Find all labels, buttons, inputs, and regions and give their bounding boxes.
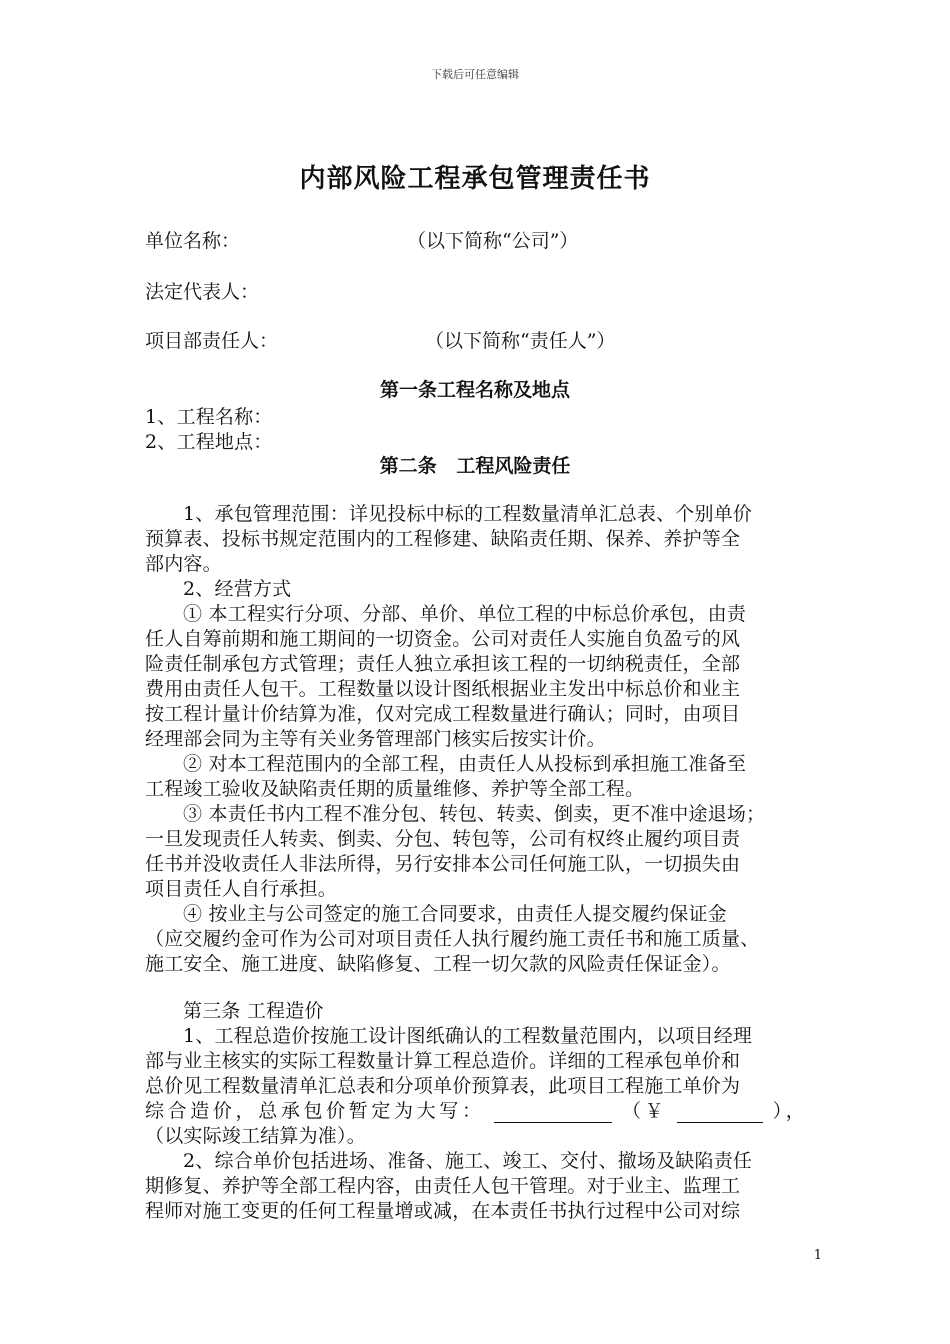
project-location-item: 2、工程地点：	[145, 431, 273, 453]
article2-heading: 第二条 工程风险责任	[379, 455, 571, 477]
article3-line: 1、工程总造价按施工设计图纸确认的工程数量范围内，以项目经理	[183, 1025, 753, 1047]
article3-line: 总价见工程数量清单汇总表和分项单价预算表，此项目工程施工单价为	[145, 1075, 741, 1097]
article2-line: 部内容。	[145, 553, 222, 575]
article2-line: 险责任制承包方式管理；责任人独立承担该工程的一切纳税责任，全部	[145, 653, 741, 675]
article1-heading: 第一条工程名称及地点	[379, 379, 570, 401]
price-amount-words-blank[interactable]	[494, 1100, 612, 1123]
article2-line: （应交履约金可作为公司对项目责任人执行履约施工责任书和施工质量、	[145, 928, 760, 950]
article2-line: 费用由责任人包干。工程数量以设计图纸根据业主发出中标总价和业主	[145, 678, 741, 700]
project-manager-alias: （以下简称“责任人”）	[425, 330, 616, 352]
article2-line: 工程竣工验收及缺陷责任期的质量维修、养护等全部工程。	[145, 778, 645, 800]
article2-line: ① 本工程实行分项、分部、单价、单位工程的中标总价承包，由责	[183, 603, 747, 625]
price-line-prefix: 综合造价，总承包价暂定为大写：	[145, 1100, 485, 1122]
page-number: 1	[813, 1248, 822, 1263]
article2-line: 任人自筹前期和施工期间的一切资金。公司对责任人实施自负盈亏的风	[145, 628, 741, 650]
article2-line: 1、承包管理范围：详见投标中标的工程数量清单汇总表、个别单价	[183, 503, 753, 525]
article3-line: 部与业主核实的实际工程数量计算工程总造价。详细的工程承包单价和	[145, 1050, 741, 1072]
document-title: 内部风险工程承包管理责任书	[299, 164, 651, 194]
article2-line: 任书并没收责任人非法所得，另行安排本公司任何施工队，一切损失由	[145, 853, 741, 875]
article2-line: 预算表、投标书规定范围内的工程修建、缺陷责任期、保养、养护等全	[145, 528, 741, 550]
project-name-item: 1、工程名称：	[145, 406, 273, 428]
article2-line: 按工程计量计价结算为准，仅对完成工程数量进行确认；同时，由项目	[145, 703, 741, 725]
article3-heading: 第三条 工程造价	[183, 1000, 324, 1022]
article2-line: ③ 本责任书内工程不准分包、转包、转卖、倒卖，更不准中途退场；	[183, 803, 766, 825]
unit-alias: （以下简称“公司”）	[407, 230, 579, 252]
article2-line: 2、经营方式	[183, 578, 292, 600]
project-manager-label: 项目部责任人：	[145, 330, 279, 352]
article2-line: 经理部会同为主等有关业务管理部门核实后按实计价。	[145, 728, 606, 750]
article2-line: 施工安全、施工进度、缺陷修复、工程一切欠款的风险责任保证金）。	[145, 953, 731, 975]
article3-line: 2、综合单价包括进场、准备、施工、竣工、交付、撤场及缺陷责任	[183, 1150, 753, 1172]
article3-line: 期修复、养护等全部工程内容，由责任人包干管理。对于业主、监理工	[145, 1175, 741, 1197]
price-amount-figure-blank[interactable]	[677, 1100, 763, 1123]
unit-name-label: 单位名称：	[145, 230, 241, 252]
header-note: 下载后可任意编辑	[431, 68, 519, 81]
price-line	[145, 1096, 805, 1123]
article2-line: 项目责任人自行承担。	[145, 878, 338, 900]
article2-line: ④ 按业主与公司签定的施工合同要求，由责任人提交履约保证金	[183, 903, 727, 925]
price-line-mid: （￥	[621, 1100, 668, 1122]
article2-line: 一旦发现责任人转卖、倒卖、分包、转包等，公司有权终止履约项目责	[145, 828, 741, 850]
article3-line: 程师对施工变更的任何工程量增或减，在本责任书执行过程中公司对综	[145, 1200, 741, 1222]
article2-line: ② 对本工程范围内的全部工程，由责任人从投标到承担施工准备至	[183, 753, 747, 775]
legal-rep-label: 法定代表人：	[145, 281, 260, 303]
price-line-suffix: ），	[772, 1100, 805, 1122]
article3-line: （以实际竣工结算为准）。	[145, 1125, 366, 1147]
